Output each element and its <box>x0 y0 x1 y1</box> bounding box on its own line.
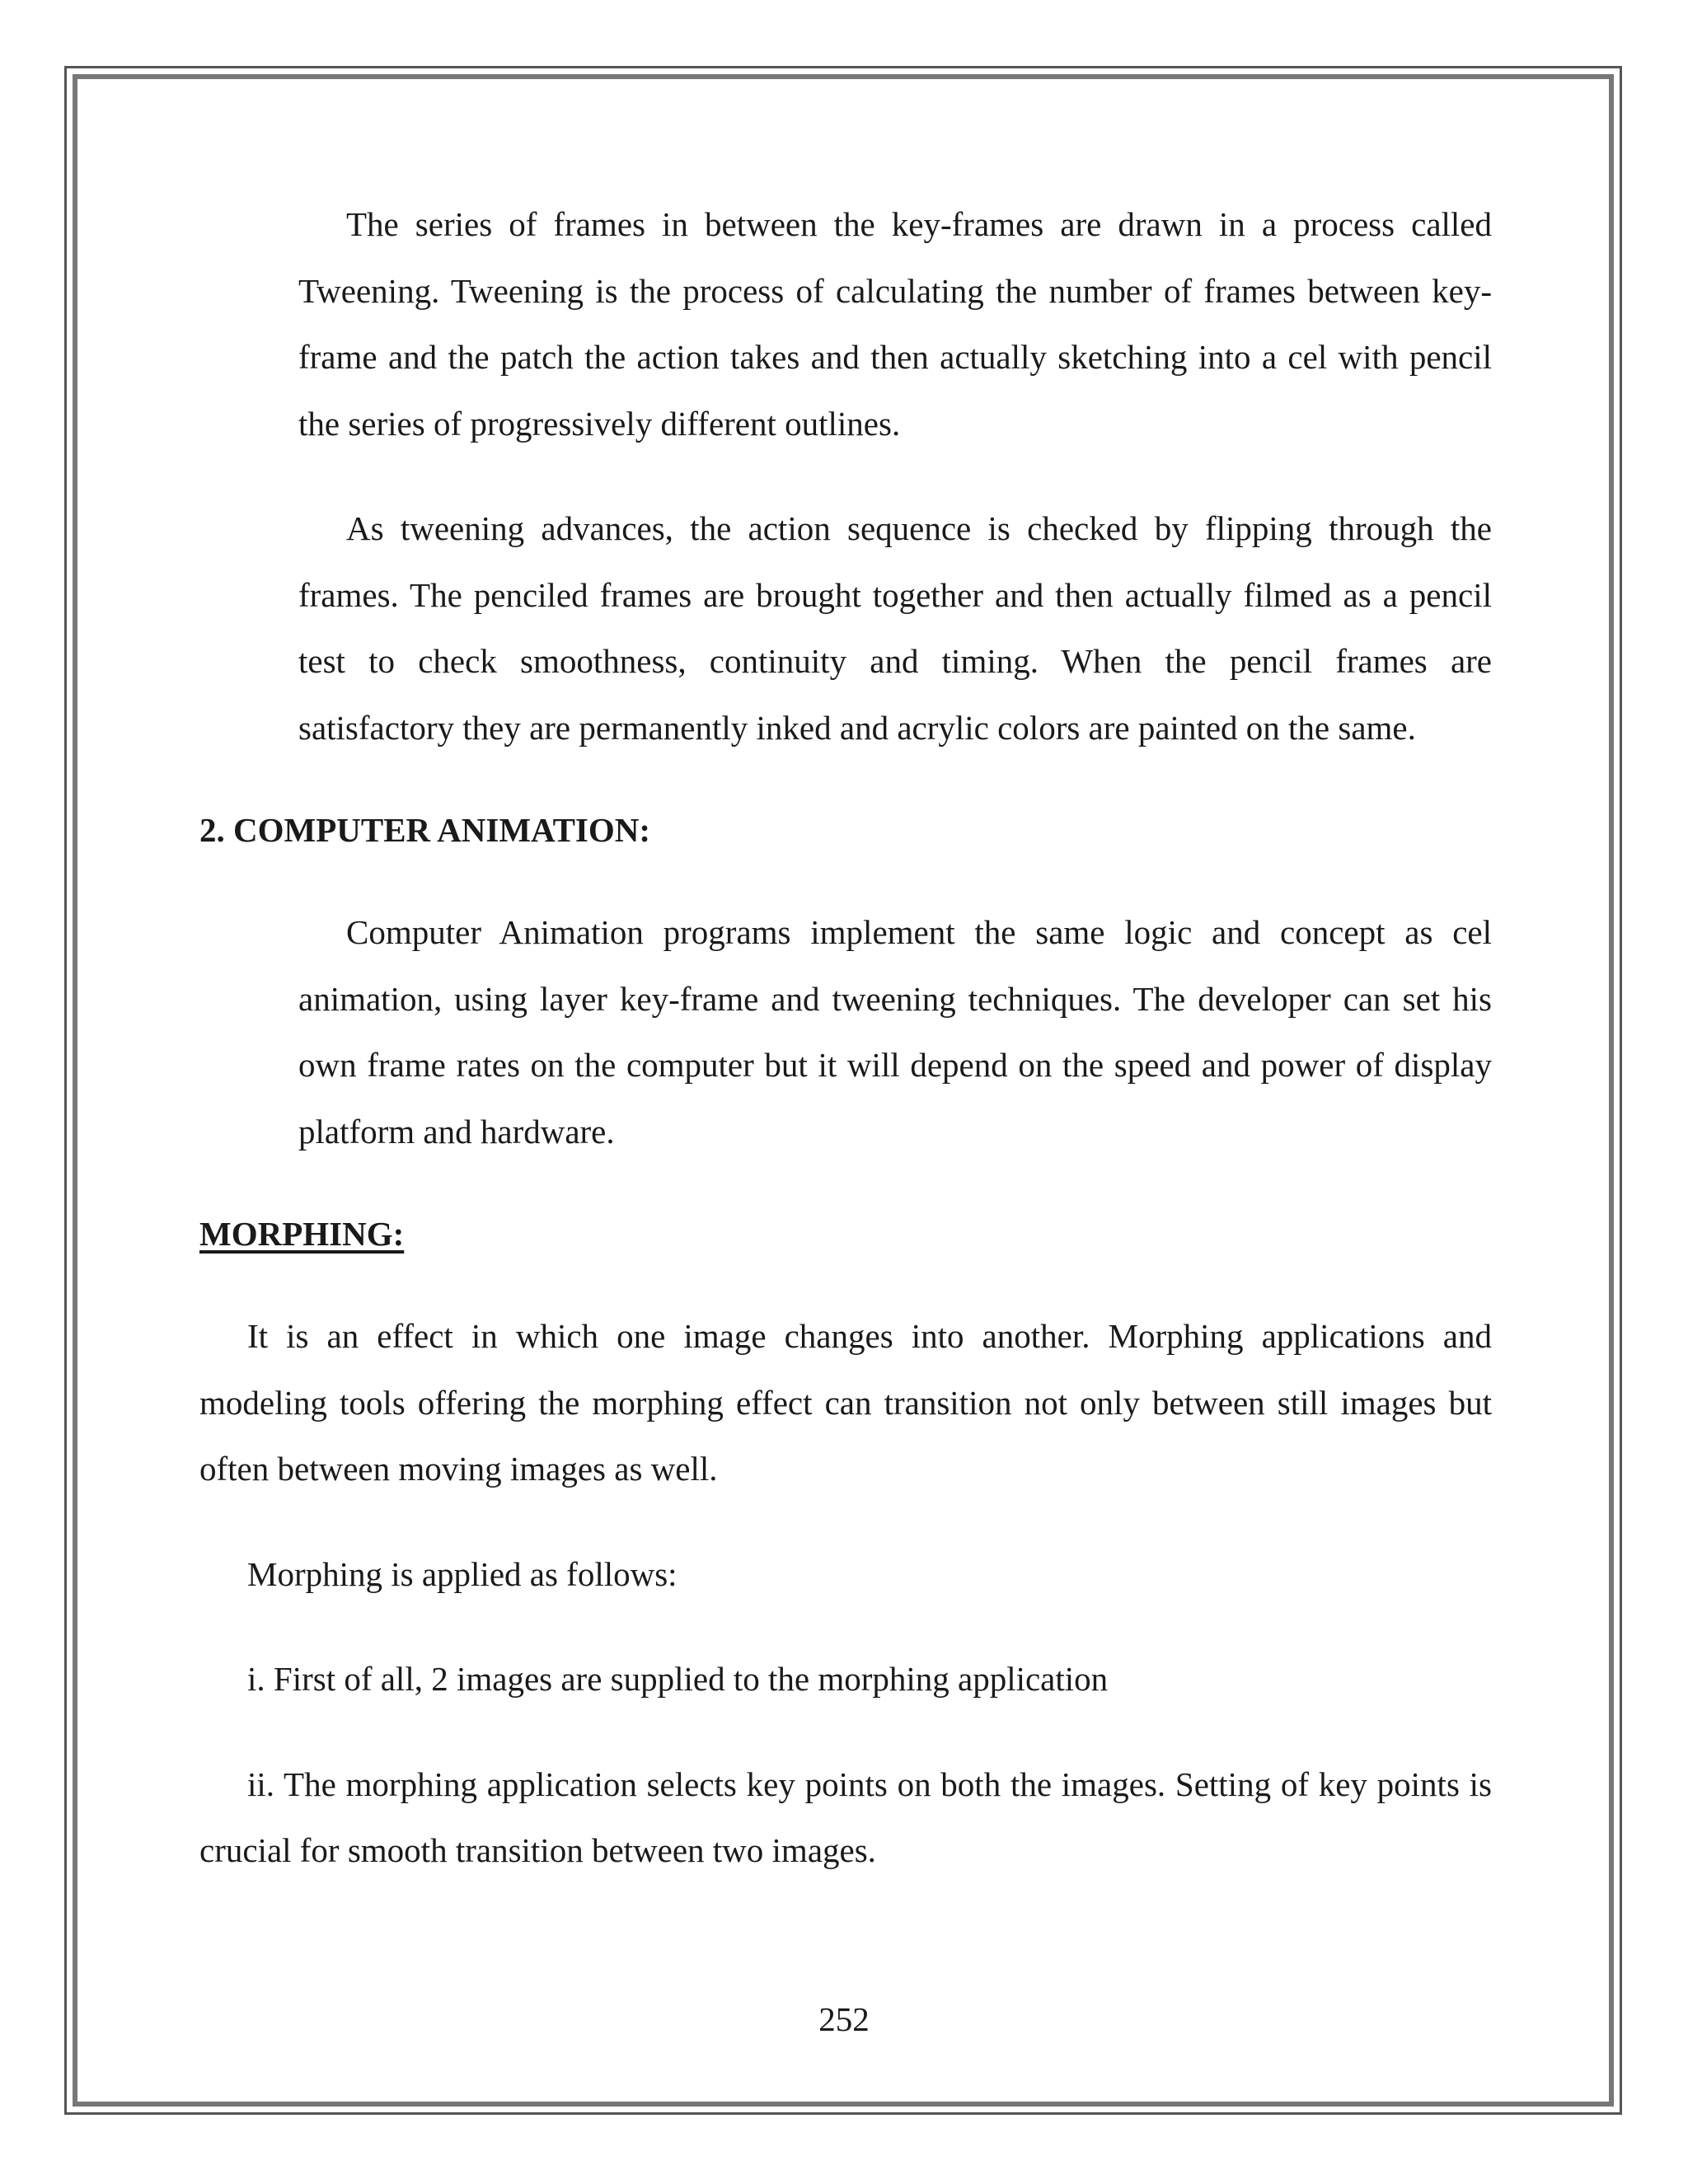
heading-morphing: MORPHING: <box>199 1215 405 1253</box>
paragraph-morphing: It is an effect in which one image changes into another. Morphing applications and modeling tools offering the morphing effect can transition not only between still images but often between moving images as well. <box>199 1317 1492 1488</box>
list-item-i: i. First of all, 2 images are supplied to the morphing application <box>247 1660 1109 1698</box>
paragraph-morphing-applied: Morphing is applied as follows: <box>247 1554 678 1593</box>
computer-animation-section <box>298 899 1492 1165</box>
page-content <box>199 191 1492 1884</box>
paragraph-tweening-advances: As tweening advances, the action sequence is checked by flipping through the frames. The penciled frames are brought together and then actually filmed as a pencil test to check smoothness, continuity and timing. When the pencil frames are satisfactory they are permanently inked and acrylic colors are painted on the same. <box>298 509 1492 747</box>
list-item-ii: ii. The morphing application selects key points on both the images. Setting of key points is crucial for smooth transition between two images. <box>199 1765 1492 1869</box>
page-number: 252 <box>818 2000 870 2038</box>
paragraph-computer-animation: Computer Animation programs implement the same logic and concept as cel animation, using layer key-frame and tweening techniques. The developer can set his own frame rates on the computer but it will depend on the speed and power of display platform and hardware. <box>298 913 1492 1151</box>
heading-computer-animation: 2. COMPUTER ANIMATION: <box>199 811 651 849</box>
paragraph-tweening: The series of frames in between the key-frames are drawn in a process called Tweening. Tweening is the process of calculating the number of frames between key-frame and the patch the action takes and then actually sketching into a cel with pencil the series of progressively different outlines. <box>298 205 1492 443</box>
tweening-section <box>298 191 1492 761</box>
